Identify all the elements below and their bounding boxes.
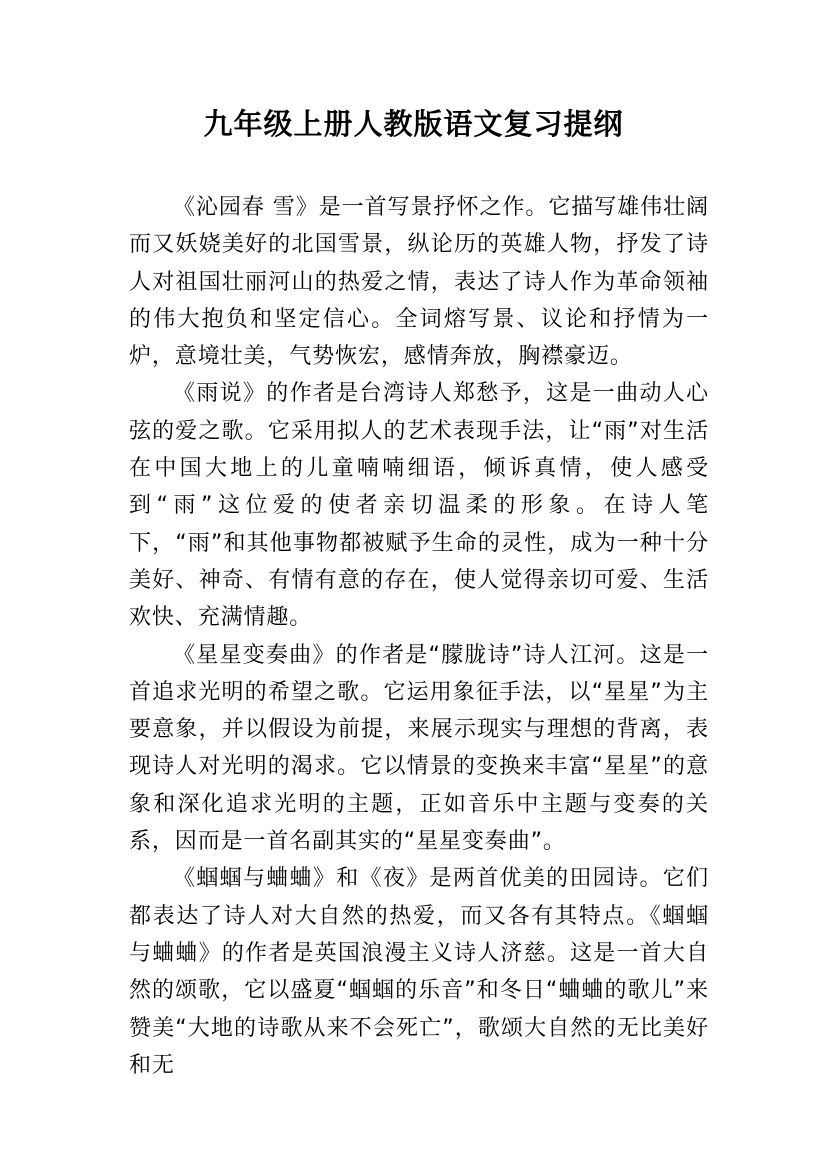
document-body [129,189,709,1084]
document-title: 九年级上册人教版语文复习提纲 [203,107,624,141]
paragraph-guoguo-ququ: 《蝈蝈与蛐蛐》和《夜》是两首优美的田园诗。它们都表达了诗人对大自然的热爱，而又各有其特点。《蝈蝈与蛐蛐》的作者是英国浪漫主义诗人济慈。这是一首大自然的颂歌，它以盛夏“蝈蝈的乐音”和冬日“蛐蛐的歌儿”来赞美“大地的诗歌从来不会死亡”，歌颂大自然的无比美好和无 [129,866,709,1078]
paragraph-yushuo: 《雨说》的作者是台湾诗人郑愁予，这是一曲动人心弦的爱之歌。它采用拟人的艺术表现手法，让“雨”对生活在中国大地上的儿童喃喃细语，倾诉真情，使人感受到“雨”这位爱的使者亲切温柔的形象。在诗人笔下，“雨”和其他事物都被赋予生命的灵性，成为一种十分美好、神奇、有情有意的存在，使人觉得亲切可爱、生活欢快、充满情趣。 [129,381,709,631]
paragraph-xingxing-bianzouqu: 《星星变奏曲》的作者是“朦胧诗”诗人江河。这是一首追求光明的希望之歌。它运用象征手法，以“星星”为主要意象，并以假设为前提，来展示现实与理想的背离，表现诗人对光明的渴求。它以情景的变换来丰富“星星”的意象和深化追求光明的主题，正如音乐中主题与变奏的关系，因而是一首名副其实的“星星变奏曲”。 [129,642,709,855]
paragraph-qinyuanchun: 《沁园春 雪》是一首写景抒怀之作。它描写雄伟壮阔而又妖娆美好的北国雪景，纵论历的英雄人物，抒发了诗人对祖国壮丽河山的热爱之情，表达了诗人作为革命领袖的伟大抱负和坚定信心。全词熔写景、议论和抒情为一炉，意境壮美，气势恢宏，感情奔放，胸襟豪迈。 [129,195,709,370]
